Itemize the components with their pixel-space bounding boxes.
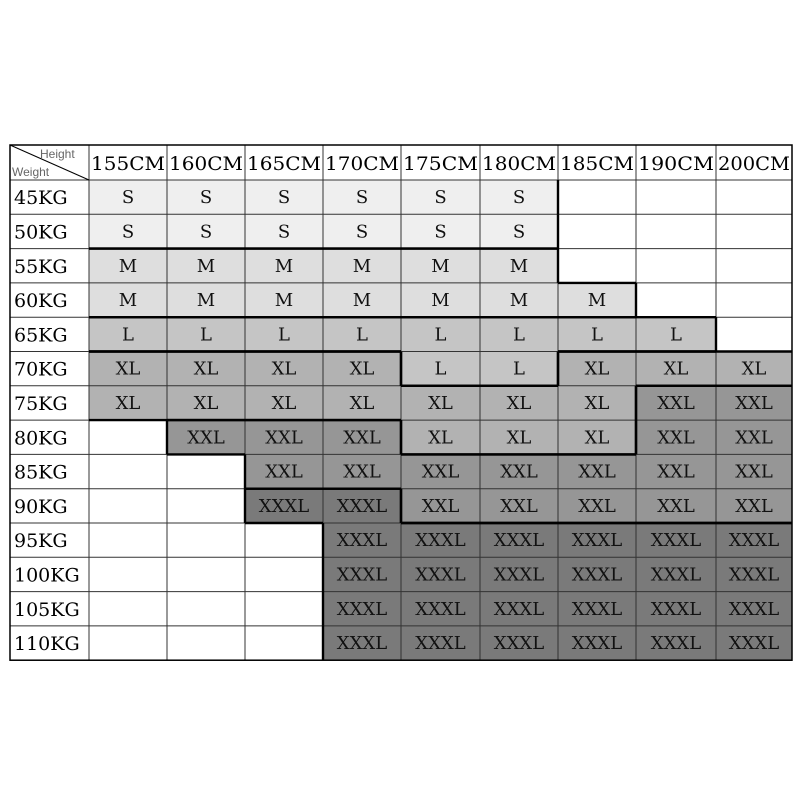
cell-label: XXXL	[650, 530, 702, 552]
cell-label: S	[512, 221, 526, 243]
cell-label: XXXL	[571, 564, 623, 586]
cell-label: XXXL	[415, 530, 466, 552]
cell-label: S	[355, 221, 369, 243]
column-header: 165CM	[247, 153, 321, 175]
cell-65kg-200cm	[716, 317, 792, 351]
cell-label: L	[513, 324, 525, 346]
cell-45kg-185cm	[558, 180, 636, 214]
cell-label: XXL	[657, 427, 695, 449]
cell-105kg-165cm	[245, 592, 323, 626]
row-header: 100KG	[14, 564, 80, 587]
cell-label: XXL	[578, 495, 616, 517]
cell-label: S	[355, 187, 369, 209]
corner-column-header: Height	[40, 147, 75, 161]
cell-label: XXL	[578, 461, 616, 483]
cell-80kg-155cm	[89, 420, 167, 454]
cell-label: XXXL	[493, 598, 545, 620]
cell-label: XXXL	[650, 598, 702, 620]
row-header: 105KG	[14, 598, 80, 621]
cell-55kg-185cm	[558, 249, 636, 283]
row-header: 45KG	[14, 187, 68, 210]
cell-label: XL	[506, 427, 532, 449]
cell-label: XL	[193, 358, 219, 380]
cell-110kg-160cm	[167, 626, 245, 660]
cell-label: XL	[271, 392, 297, 414]
cell-label: XXXL	[493, 564, 545, 586]
cell-label: XXL	[735, 427, 773, 449]
cell-label: XXL	[421, 495, 460, 517]
cell-label: M	[118, 255, 138, 277]
cell-label: XXXL	[258, 495, 310, 517]
column-header: 175CM	[403, 153, 478, 175]
cell-label: XL	[428, 392, 453, 414]
cell-label: XXL	[500, 495, 538, 517]
corner-row-header: Weight	[12, 165, 50, 179]
cell-label: XXL	[265, 461, 303, 483]
cell-label: XL	[349, 358, 375, 380]
cell-label: XL	[663, 358, 689, 380]
cell-label: XXL	[187, 427, 225, 449]
row-header: 80KG	[14, 427, 68, 450]
cell-label: XXXL	[336, 530, 388, 552]
cell-label: XXL	[657, 461, 695, 483]
cell-label: M	[352, 290, 372, 312]
cell-label: XL	[584, 358, 610, 380]
cell-label: XXXL	[650, 564, 702, 586]
cell-label: S	[434, 221, 447, 243]
cell-label: XXXL	[728, 530, 780, 552]
cell-label: XXXL	[415, 598, 466, 620]
row-header: 60KG	[14, 290, 68, 313]
cell-label: S	[512, 187, 526, 209]
row-header: 85KG	[14, 461, 68, 484]
cell-label: S	[121, 221, 135, 243]
cell-label: XXL	[735, 392, 773, 414]
row-header: 75KG	[14, 392, 68, 415]
cell-100kg-165cm	[245, 557, 323, 591]
cell-90kg-155cm	[89, 489, 167, 523]
cell-45kg-200cm	[716, 180, 792, 214]
cell-label: XXL	[421, 461, 460, 483]
cell-label: XXXL	[336, 598, 388, 620]
cell-label: M	[509, 290, 529, 312]
cell-label: S	[277, 221, 291, 243]
cell-label: XXL	[343, 427, 381, 449]
row-header: 70KG	[14, 358, 68, 381]
cell-45kg-190cm	[636, 180, 716, 214]
cell-50kg-200cm	[716, 214, 792, 248]
cell-label: M	[274, 290, 294, 312]
cell-55kg-200cm	[716, 249, 792, 283]
cell-85kg-160cm	[167, 454, 245, 488]
cell-label: XL	[428, 427, 453, 449]
cell-label: XXL	[500, 461, 538, 483]
cell-label: L	[591, 324, 603, 346]
cell-label: L	[434, 324, 447, 346]
cell-95kg-160cm	[167, 523, 245, 557]
cell-90kg-160cm	[167, 489, 245, 523]
cell-95kg-165cm	[245, 523, 323, 557]
cell-label: S	[277, 187, 291, 209]
cell-label: L	[434, 358, 447, 380]
cell-label: M	[587, 290, 607, 312]
cell-label: XXL	[657, 495, 695, 517]
cell-label: XXXL	[728, 598, 780, 620]
cell-label: M	[509, 255, 529, 277]
cell-label: XL	[741, 358, 767, 380]
row-header: 110KG	[14, 633, 80, 656]
cell-label: XXXL	[336, 495, 388, 517]
column-header: 185CM	[560, 153, 634, 175]
cell-label: XL	[115, 358, 141, 380]
cell-label: M	[431, 290, 450, 312]
row-header: 65KG	[14, 324, 68, 347]
cell-label: XXL	[265, 427, 303, 449]
cell-85kg-155cm	[89, 454, 167, 488]
cell-label: XXL	[343, 461, 381, 483]
cell-100kg-160cm	[167, 557, 245, 591]
cell-label: M	[118, 290, 138, 312]
cell-label: XXXL	[415, 564, 466, 586]
cell-label: L	[200, 324, 212, 346]
cell-label: XXXL	[728, 564, 780, 586]
cell-label: XXXL	[728, 633, 780, 655]
cell-label: M	[196, 290, 216, 312]
column-header: 190CM	[638, 153, 714, 175]
cell-label: L	[513, 358, 525, 380]
column-header: 160CM	[169, 153, 243, 175]
cell-label: M	[431, 255, 450, 277]
row-header: 50KG	[14, 221, 68, 244]
cell-100kg-155cm	[89, 557, 167, 591]
cell-label: XL	[506, 392, 532, 414]
column-header: 180CM	[482, 153, 556, 175]
cell-95kg-155cm	[89, 523, 167, 557]
cell-50kg-190cm	[636, 214, 716, 248]
cell-110kg-155cm	[89, 626, 167, 660]
cell-55kg-190cm	[636, 249, 716, 283]
cell-label: XXXL	[493, 530, 545, 552]
cell-label: XXL	[735, 461, 773, 483]
cell-label: L	[278, 324, 290, 346]
cell-label: XL	[271, 358, 297, 380]
cell-label: XXXL	[650, 633, 702, 655]
cell-label: XXXL	[415, 633, 466, 655]
cell-label: XXL	[657, 392, 695, 414]
row-header: 90KG	[14, 495, 68, 518]
cell-label: XXXL	[571, 598, 623, 620]
cell-label: XL	[193, 392, 219, 414]
cell-label: S	[199, 187, 213, 209]
cell-label: M	[274, 255, 294, 277]
row-header: 95KG	[14, 530, 68, 553]
cell-label: XL	[584, 392, 610, 414]
column-header: 155CM	[91, 153, 165, 175]
cell-label: S	[199, 221, 213, 243]
cell-label: XXXL	[336, 633, 388, 655]
cell-60kg-200cm	[716, 283, 792, 317]
cell-label: S	[121, 187, 135, 209]
cell-110kg-165cm	[245, 626, 323, 660]
cell-label: XXXL	[336, 564, 388, 586]
cell-label: S	[434, 187, 447, 209]
cell-label: XXXL	[571, 530, 623, 552]
cell-label: L	[670, 324, 682, 346]
cell-label: XXXL	[571, 633, 623, 655]
cell-105kg-155cm	[89, 592, 167, 626]
cell-label: M	[196, 255, 216, 277]
cell-label: XL	[115, 392, 141, 414]
cell-label: XL	[584, 427, 610, 449]
column-header: 170CM	[325, 153, 399, 175]
cell-60kg-190cm	[636, 283, 716, 317]
row-header: 55KG	[14, 255, 68, 278]
cell-label: XXXL	[493, 633, 545, 655]
cell-label: L	[122, 324, 134, 346]
column-header: 200CM	[718, 153, 790, 175]
cell-label: XL	[349, 392, 375, 414]
cell-label: L	[356, 324, 368, 346]
cell-50kg-185cm	[558, 214, 636, 248]
cell-label: M	[352, 255, 372, 277]
cell-105kg-160cm	[167, 592, 245, 626]
cell-label: XXL	[735, 495, 773, 517]
